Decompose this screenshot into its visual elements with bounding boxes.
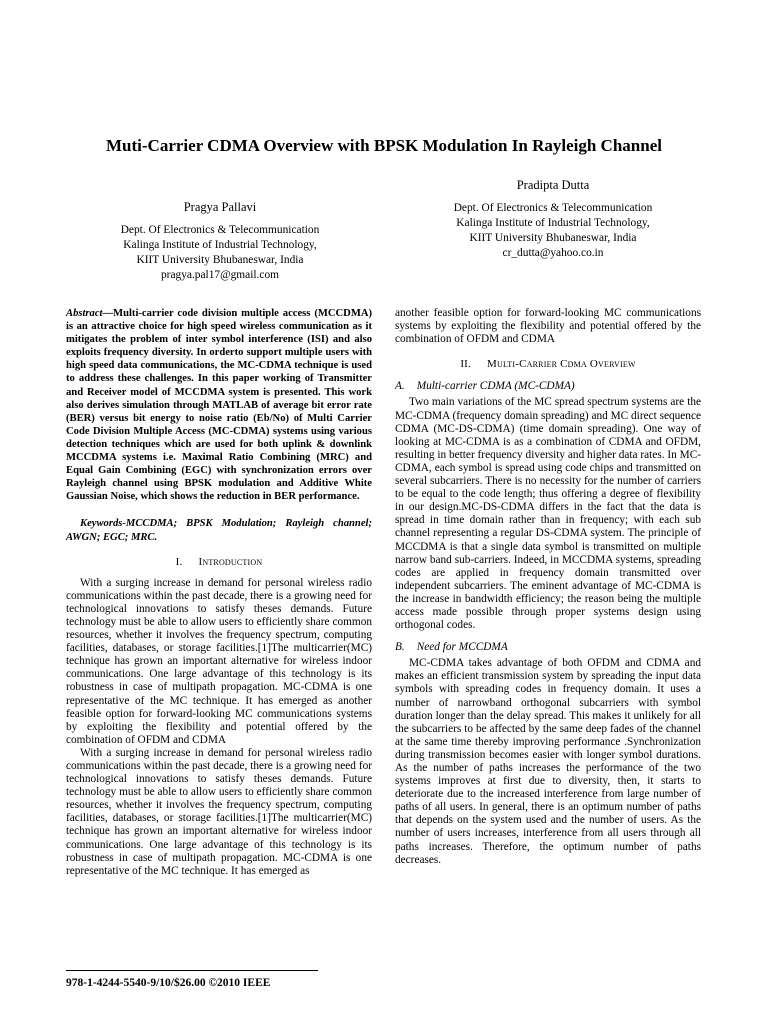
subsection-a-text: Two main variations of the MC spread spectrum systems are the MC-CDMA (frequency domain spreading) and MC direct sequence CDMA (MC-DS-CDMA) (time domain spreading). One way of looking at MC-CDMA is as a combination of CDMA and OFDM, resulting in better frequency diversity and higher data rates. In MC-CDMA, each symbol is spread using code chips and transmitted on several subcarriers. There is no necessity for the number of carriers to be equal to the code length; thus offering a degree of flexibility in our design.MC-DS-CDMA differs in the fact that the data is spread in time domain rather than in frequency; with each sub channel representing a regular DS-CDMA system. The principle of MCCDMA is that a single data symbol is transmitted on multiple narrow band sub-carriers. Indeed, in MCCDMA systems, spreading codes are applied in frequency domain transmitted over independent subcarriers. The eminent advantage of MC-CDMA is the increase in bandwidth efficiency; the reason being the multiple access made possible through proper systems design using orthogonal codes. (395, 396, 701, 632)
author-1-name: Pragya Pallavi (183, 200, 257, 214)
copyright-footer: 978-1-4244-5540-9/10/$26.00 ©2010 IEEE (66, 977, 271, 989)
section-number: II. (460, 358, 471, 371)
author-2 (408, 178, 698, 261)
section-heading-overview (395, 358, 701, 371)
subsection-b-text: MC-CDMA takes advantage of both OFDM and CDMA and makes an efficient transmission system by spreading the input data symbols with spreading codes in frequency domain. It uses a number of narrowband orthogonal subcarriers with symbol duration longer than the delay spread. This makes it unlikely for all the subcarriers to be affected by the same deep fades of the channel at the same time thereby improving performance .Synchronization during transmission becomes easier with longer symbol durations. As the number of paths increases the performance of the two systems improves at first due to diversity, then, it starts to deteriorate due to the increased interference from large number of paths of all users. In general, there is an optimum number of paths that depends on the system used and the number of users. As the number of users increases, interference from all users through all paths increases. Therefore, the optimum number of paths decreases. (395, 657, 701, 866)
author-2-dept: Dept. Of Electronics & Telecommunication (453, 202, 653, 214)
author-1-email: pragya.pal17@gmail.com (160, 269, 280, 281)
author-1-university: KIIT University Bhubaneswar, India (136, 254, 304, 266)
subsection-label: A. (395, 380, 405, 393)
subsection-label: B. (395, 641, 405, 654)
section-number: I. (175, 555, 183, 568)
author-2-email: cr_dutta@yahoo.co.in (502, 247, 604, 259)
intro-paragraph-1: With a surging increase in demand for personal wireless radio communications within the past decade, there is a growing need for technological innovations to satisfy theses demands. Future technology must be able to allow users to efficiently share common resources, whether it involves the frequency spectrum, computing facilities, databases, or storage facilities.[1]The multicarrier(MC) technique has grown an important alternative for wireless indoor communications. One large advantage of this technology is its robustness in case of multipath propagation. MC-CDMA is one representative of the MC technique. It has emerged as another feasible option for forward-looking MC communications systems by exploiting the flexibility and potential offered by the combination of OFDM and CDMA (66, 576, 372, 746)
author-1-dept: Dept. Of Electronics & Telecommunication (120, 224, 320, 236)
author-2-name: Pradipta Dutta (516, 178, 590, 192)
keywords: Keywords-MCCDMA; BPSK Modulation; Rayleigh channel; AWGN; EGC; MRC. (66, 518, 372, 543)
subsection-heading-b (395, 641, 701, 654)
paper-title: Muti-Carrier CDMA Overview with BPSK Modulation In Rayleigh Channel (106, 136, 662, 155)
right-column (395, 307, 701, 867)
abstract-text: —Multi-carrier code division multiple access (MCCDMA) is an attractive choice for high speed wireless communication as it mitigates the problem of inter symbol interference (ISI) and also exploits frequency diversity. In orderto support multiple users with high speed data communications, the MC-CDMA technique is used to address these challenges. In this paper working of Transmitter and Receiver model of MCCDMA system is presented. This work also derives simulation through MATLAB of average bit error rate (BER) versus bit energy to noise ratio (Eb/No) of Multi Carrier Code Division Multiple Access (MC-CDMA) systems using various detection techniques which are used for both uplink & downlink MCCDMA systems i.e. Maximal Ratio Combining (MRC) and Equal Gain Combining (EGC) with synchronization errors over Rayleigh channel using BPSK modulation and Additive White Gaussian Noise, which shows the reduction in BER performance. (66, 308, 372, 503)
footer-rule (66, 970, 318, 971)
left-column (66, 307, 372, 878)
subsection-title: Need for MCCDMA (416, 641, 508, 654)
section-title: Introduction (198, 555, 263, 568)
author-2-university: KIIT University Bhubaneswar, India (469, 232, 637, 244)
intro-continuation: another feasible option for forward-looking MC communications systems by exploiting the flexibility and potential offered by the combination of OFDM and CDMA (395, 307, 701, 346)
author-2-institute: Kalinga Institute of Industrial Technology, (456, 217, 650, 229)
abstract-lead: Abstract (66, 308, 103, 319)
author-1-institute: Kalinga Institute of Industrial Technology, (123, 239, 317, 251)
intro-paragraph-2: With a surging increase in demand for personal wireless radio communications within the past decade, there is a growing need for technological innovations to satisfy theses demands. Future technology must be able to allow users to efficiently share common resources, whether it involves the frequency spectrum, computing facilities, databases, or storage facilities.[1]The multicarrier(MC) technique has grown an important alternative for wireless indoor communications. One large advantage of this technology is its robustness in case of multipath propagation. MC-CDMA is one representative of the MC technique. It has emerged as (66, 746, 372, 877)
subsection-heading-a (395, 380, 701, 393)
section-heading-introduction (66, 556, 372, 569)
section-title: Multi-Carrier Cdma Overview (487, 358, 636, 371)
subsection-title: Multi-carrier CDMA (MC-CDMA) (416, 380, 575, 393)
author-1 (90, 200, 350, 283)
abstract (66, 307, 372, 503)
